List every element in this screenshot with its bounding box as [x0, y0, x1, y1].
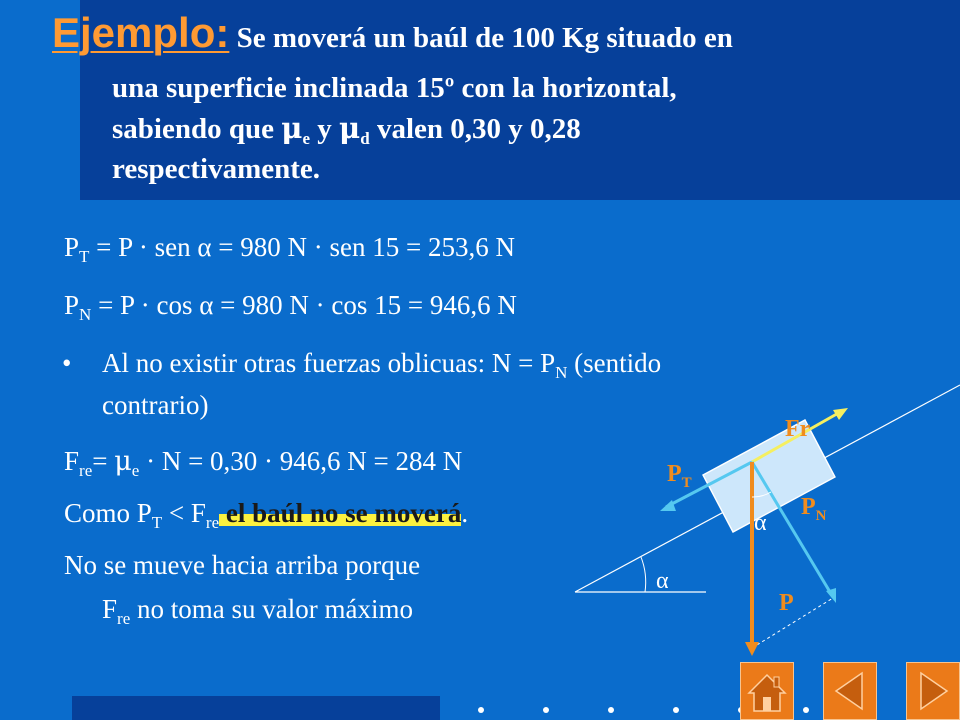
footer-dot — [478, 707, 484, 713]
angle-arc-base — [641, 557, 646, 592]
footer-dot — [608, 707, 614, 713]
next-button[interactable] — [906, 662, 960, 720]
no-f-symbol: F — [102, 594, 118, 624]
fre-equals: = — [92, 446, 115, 476]
fre-symbol: F — [64, 446, 80, 476]
pn-symbol: P — [64, 290, 80, 320]
label-pt: $P_T$ — [667, 461, 692, 491]
fre-rest: · N = 0,30 · 946,6 N = 284 N — [139, 446, 463, 476]
title-word: Ejemplo: — [52, 9, 230, 56]
no-rest: no toma su valor máximo — [130, 594, 413, 624]
como-text-a: Como P — [64, 498, 152, 528]
bullet-line-2: contrario) — [102, 390, 209, 420]
label-fr: Fr — [785, 416, 811, 442]
incline-diagram — [560, 370, 960, 670]
pt-equation — [64, 230, 515, 264]
footer-dot — [803, 707, 809, 713]
fre-sub: re — [79, 461, 93, 480]
bullet-sub: N — [555, 363, 568, 382]
fre-equation — [64, 444, 462, 479]
como-line — [64, 496, 468, 530]
pn-equation — [64, 288, 517, 322]
pt-rest: = P · sen α = 980 N · sen 15 = 253,6 N — [89, 232, 515, 262]
label-alpha-base: α — [656, 568, 669, 594]
bullet-text-a: Al no existir otras fuerzas oblicuas: N = P — [102, 348, 556, 378]
label-pn: $P_N$ — [801, 494, 827, 524]
label-alpha-weight: α — [754, 510, 767, 536]
title-continuation — [112, 68, 912, 189]
prev-icon — [824, 663, 876, 719]
pn-sub: N — [79, 305, 92, 324]
footer-dot — [673, 707, 679, 713]
mu-symbol: μ — [281, 111, 303, 145]
como-text-b: < F — [162, 498, 206, 528]
next-icon — [907, 663, 959, 719]
text-valen: valen 0,30 y 0,28 — [376, 113, 581, 145]
home-icon — [741, 663, 793, 719]
bullet-text-b: (sentido — [567, 348, 662, 378]
no-sub-re: re — [117, 609, 131, 628]
title-cont-line-1: una superficie inclinada 15º con la horizontal, — [112, 72, 677, 104]
pn-rest: = P · cos α = 980 N · cos 15 = 946,6 N — [91, 290, 517, 320]
title-rest: Se moverá un baúl de 100 Kg situado en — [236, 22, 733, 54]
title-cont-line-3: respectivamente. — [112, 153, 321, 185]
footer-bar — [72, 696, 440, 720]
title-line — [52, 10, 733, 61]
bullet-marker: • — [62, 348, 72, 378]
pt-symbol: P — [64, 232, 80, 262]
prev-button[interactable] — [823, 662, 877, 720]
como-sub-t: T — [151, 513, 163, 532]
pt-sub: T — [79, 247, 90, 266]
footer-dot — [543, 707, 549, 713]
no-line-2 — [102, 592, 413, 626]
sub-d: d — [360, 129, 370, 148]
highlight-conclusion: el baúl no se moverá — [219, 498, 462, 528]
mu-symbol: μ — [114, 446, 132, 477]
text-sabiendo: sabiendo que — [112, 113, 274, 145]
text-y: y — [317, 113, 332, 145]
no-line-1: No se mueve hacia arriba porque — [64, 550, 421, 580]
label-p: P — [779, 590, 794, 616]
title-cont-line-2 — [112, 108, 912, 149]
mu-symbol: μ — [339, 111, 361, 145]
mu-sub-e: e — [131, 461, 140, 480]
p-arrowhead — [745, 642, 759, 656]
sub-e: e — [302, 129, 311, 148]
home-button[interactable] — [740, 662, 794, 720]
como-end: . — [461, 498, 469, 528]
como-sub-re: re — [205, 513, 220, 532]
